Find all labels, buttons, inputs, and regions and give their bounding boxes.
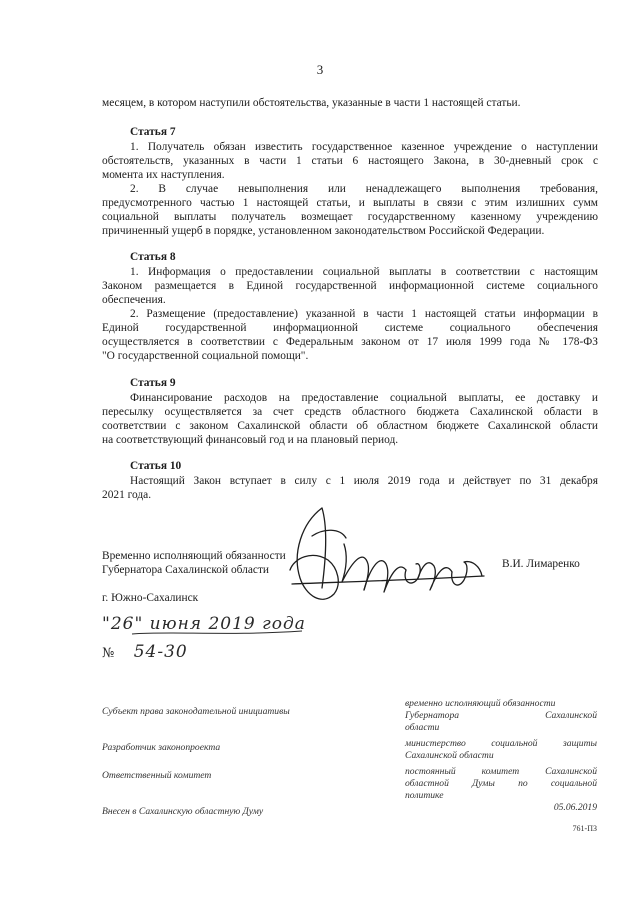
footer-label-developer: Разработчик законопроекта [102, 742, 221, 753]
place-of-signing: г. Южно-Сахалинск [102, 592, 199, 604]
article-7-p2-line1: 2. В случае невыполнения или ненадлежащего выполнения требования, [130, 183, 598, 195]
date-underline [130, 628, 305, 638]
footer-value-developer-line2: Сахалинской области [405, 750, 494, 761]
handwritten-date: "26" июня 2019 года [102, 614, 306, 634]
article-8-p1-line2: Законом размещается в Единой государственной информационной системе социального [102, 280, 598, 292]
article-8-p2-line1: 2. Размещение (предоставление) указанной в части 1 настоящей статьи информации в [130, 308, 598, 320]
footer-value-committee-line1: постоянный комитет Сахалинской [405, 766, 597, 777]
footer-value-initiative-line2: Губернатора Сахалинской [405, 710, 597, 721]
page-number: 3 [316, 62, 324, 77]
document-code: 761-ПЗ [572, 824, 597, 833]
article-7-title: Статья 7 [130, 126, 176, 138]
article-10-p1-line1: Настоящий Закон вступает в силу с 1 июля 2019 года и действует по 31 декабря [130, 475, 598, 487]
article-8-p2-line4: "О государственной социальной помощи". [102, 350, 309, 362]
article-7-p2-line2: предусмотренного частью 1 настоящей статьи, и выплаты в связи с этим излишних сумм [102, 197, 598, 209]
article-7-p2-line3: социальной выплаты получатель возмещает государственному казенному учреждению [102, 211, 598, 223]
footer-value-initiative-line1: временно исполняющий обязанности [405, 698, 556, 709]
article-8-p2-line2: Единой государственной информационной системе социального обеспечения [102, 322, 598, 334]
footer-value-submitted-date: 05.06.2019 [553, 802, 597, 813]
number-sign: № [102, 646, 116, 661]
article-9-p1-line1: Финансирование расходов на предоставление социальной выплаты, ее доставку и [130, 392, 598, 404]
article-9-p1-line3: соответствии с законом Сахалинской области об областном бюджете Сахалинской области [102, 420, 598, 432]
signatory-position-line2: Губернатора Сахалинской области [102, 564, 270, 576]
footer-label-submitted: Внесен в Сахалинскую областную Думу [102, 806, 264, 817]
signature-scribble [282, 498, 492, 616]
article-8-p2-line3: осуществляется в соответствии с Федеральным законом от 17 июля 1999 года № 178-ФЗ [102, 336, 598, 348]
footer-value-developer-line1: министерство социальной защиты [405, 738, 597, 749]
article-7-p1-line3: момента их наступления. [102, 169, 225, 181]
article-10-title: Статья 10 [130, 460, 182, 472]
handwritten-number-line [102, 642, 522, 662]
article-10-p1-line2: 2021 года. [102, 489, 152, 501]
footer-label-initiative: Субъект права законодательной инициативы [102, 706, 290, 717]
lead-line: месяцем, в котором наступили обстоятельства, указанные в части 1 настоящей статьи. [102, 97, 521, 109]
article-7-p1-line1: 1. Получатель обязан известить государственное казенное учреждение о наступлении [130, 141, 598, 153]
footer-value-initiative-line3: области [405, 722, 440, 733]
signatory-position-line1: Временно исполняющий обязанности [102, 550, 286, 562]
article-8-title: Статья 8 [130, 251, 176, 263]
article-7-p1-line2: обстоятельств, указанных в части 1 статьи 6 настоящего Закона, в 30-дневный срок с [102, 155, 598, 167]
article-9-p1-line4: на соответствующий финансовый год и на плановый период. [102, 434, 399, 446]
signatory-name: В.И. Лимаренко [502, 558, 580, 570]
footer-value-committee-line3: политике [405, 790, 444, 801]
article-9-p1-line2: пересылку осуществляется за счет средств областного бюджета Сахалинской области в [102, 406, 598, 418]
footer-label-committee: Ответственный комитет [102, 770, 212, 781]
article-7-p2-line4: причиненный ущерб в порядке, установленном законодательством Российской Федерации. [102, 225, 545, 237]
article-9-title: Статья 9 [130, 377, 176, 389]
handwritten-number: 54-30 [133, 642, 188, 662]
article-8-p1-line3: обеспечения. [102, 294, 166, 306]
footer-value-committee-line2: областной Думы по социальной [405, 778, 597, 789]
article-8-p1-line1: 1. Информация о предоставлении социальной выплаты в соответствии с настоящим [130, 266, 598, 278]
